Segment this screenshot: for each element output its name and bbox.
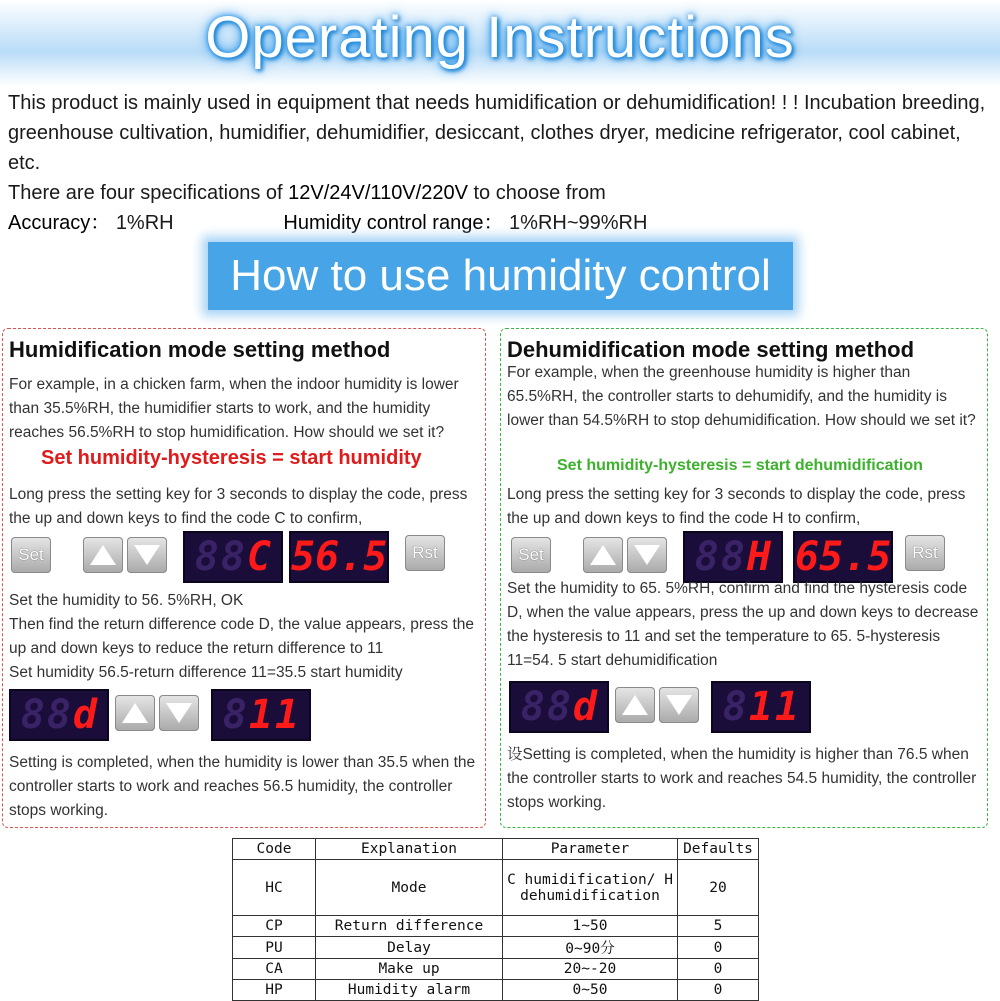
table-row: PU Delay 0~90分 0: [233, 937, 759, 959]
humidification-title: Humidification mode setting method: [9, 337, 391, 362]
page-title: Operating Instructions: [205, 5, 795, 70]
lcd-code-display-2: 88d: [509, 681, 609, 733]
lcd-value-display: 65.5: [793, 531, 893, 583]
down-button[interactable]: [127, 537, 167, 573]
dehumidification-step1: Long press the setting key for 3 seconds to display the code, press the up and down keys to find the code H to confirm,: [507, 486, 966, 527]
table-row: HP Humidity alarm 0~50 0: [233, 980, 759, 1001]
humidification-step1: Long press the setting key for 3 seconds to display the code, press the up and down keys to find the code C to confirm,: [9, 486, 468, 527]
dehumidification-panel: [500, 328, 988, 828]
lcd-value-display-2: 811: [211, 689, 311, 741]
lcd-code-display: 88H: [683, 531, 783, 583]
rst-button[interactable]: Rst: [905, 535, 945, 571]
lcd-code-display-2: 88d: [9, 689, 109, 741]
dehumidification-example: For example, when the greenhouse humidity is higher than 65.5%RH, the controller starts to dehumidify, and the humidity is lower than 54.5%RH to stop dehumidification. How should we set it?: [507, 364, 976, 429]
spec-voltages: 12V/24V/110V/220V: [288, 182, 468, 204]
up-button-2[interactable]: [615, 687, 655, 723]
intro-specs: There are four specifications of 12V/24V/110V/220V to choose from: [8, 182, 606, 204]
table-row: HC Mode C humidification/ H dehumidification 20: [233, 860, 759, 916]
lcd-value-display-2: 811: [711, 681, 811, 733]
dehumidification-step3: 设Setting is completed, when the humidity is higher than 76.5 when the controller starts to work and reaches 54.5 humidity, the controller stops working.: [507, 746, 977, 811]
accuracy-value: 1%RH: [115, 212, 174, 234]
up-button[interactable]: [583, 537, 623, 573]
humidification-step2c: Set humidity 56.5-return difference 11=35.5 start humidity: [9, 664, 403, 681]
col-code: Code: [233, 839, 316, 860]
set-button[interactable]: Set: [511, 537, 551, 573]
intro-usage: This product is mainly used in equipment that needs humidification or dehumidification! ! ! Incubation breeding, greenhouse cultivation, humidifier, dehumidifier, desiccant, clothes dryer, medicine refrigerator, cool cabinet, etc.: [8, 92, 986, 174]
humidification-formula: Set humidity-hysteresis = start humidity: [41, 447, 422, 469]
humidification-step2a: Set the humidity to 56. 5%RH, OK: [9, 592, 244, 609]
lcd-code-display: 88C: [183, 531, 283, 583]
up-arrow-icon: [622, 695, 648, 715]
up-arrow-icon: [590, 545, 616, 565]
accuracy-row: [8, 208, 993, 238]
section-title: How to use humidity control: [208, 242, 793, 310]
table-row: CA Make up 20~-20 0: [233, 959, 759, 980]
rst-button[interactable]: Rst: [405, 535, 445, 571]
down-arrow-icon: [134, 545, 160, 565]
code-table: [232, 838, 759, 1001]
down-button-2[interactable]: [159, 695, 199, 731]
col-explanation: Explanation: [316, 839, 503, 860]
range-value: 1%RH~99%RH: [509, 212, 648, 234]
table-row: CP Return difference 1~50 5: [233, 916, 759, 937]
humidification-example: For example, in a chicken farm, when the indoor humidity is lower than 35.5%RH, the humidifier starts to work, and the humidity reaches 56.5%RH to stop humidification. How should we set it?: [9, 376, 459, 441]
lcd-value-display: 56.5: [289, 531, 389, 583]
dehumidification-formula: Set humidity-hysteresis = start dehumidification: [557, 457, 923, 474]
up-button[interactable]: [83, 537, 123, 573]
up-arrow-icon: [122, 703, 148, 723]
range-label: Humidity control range：: [283, 212, 504, 234]
down-arrow-icon: [666, 695, 692, 715]
humidification-step2b: Then find the return difference code D, the value appears, press the up and down keys to reduce the return difference to 11: [9, 616, 474, 657]
down-button[interactable]: [627, 537, 667, 573]
set-button[interactable]: Set: [11, 537, 51, 573]
dehumidification-step2: Set the humidity to 65. 5%RH, confirm and find the hysteresis code D, when the value appears, press the up and down keys to decrease the hysteresis to 11 and set the temperature to 65. 5-hysteresis 11=54. 5 start dehumidification: [507, 580, 979, 669]
down-arrow-icon: [166, 703, 192, 723]
down-button-2[interactable]: [659, 687, 699, 723]
col-parameter: Parameter: [503, 839, 678, 860]
humidification-step3: Setting is completed, when the humidity is lower than 35.5 when the controller starts to work and reaches 56.5 humidity, the controller stops working.: [9, 754, 476, 819]
down-arrow-icon: [634, 545, 660, 565]
up-button-2[interactable]: [115, 695, 155, 731]
header-banner: [0, 0, 1000, 86]
intro-text: [8, 88, 993, 238]
table-header-row: [233, 839, 759, 860]
accuracy-label: Accuracy：: [8, 212, 111, 234]
up-arrow-icon: [90, 545, 116, 565]
humidification-panel: [2, 328, 486, 828]
dehumidification-title: Dehumidification mode setting method: [507, 337, 915, 362]
col-defaults: Defaults: [678, 839, 759, 860]
